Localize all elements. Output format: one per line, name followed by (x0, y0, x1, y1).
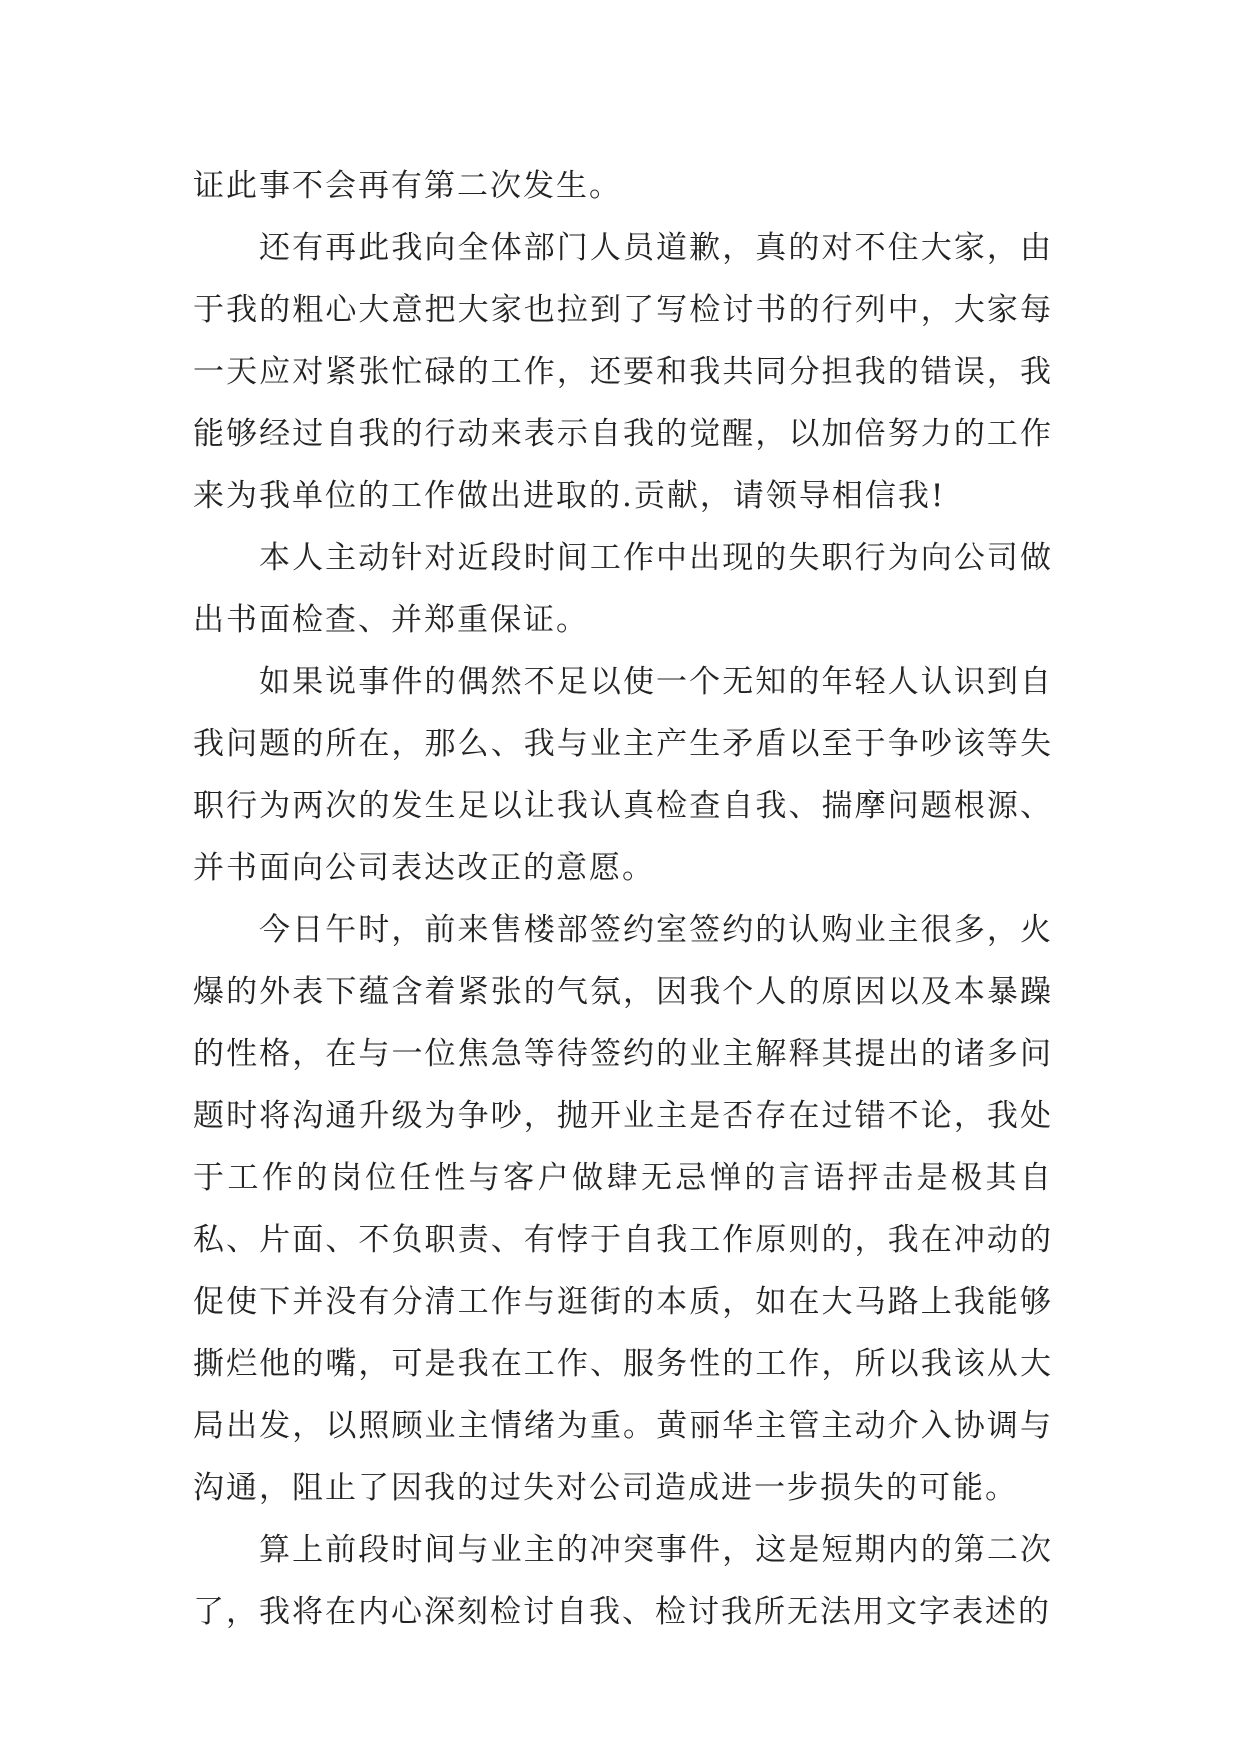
paragraph-incident: 今日午时，前来售楼部签约室签约的认购业主很多，火爆的外表下蕴含着紧张的气氛，因我个人的原因以及本暴躁的性格，在与一位焦急等待签约的业主解释其提出的诸多问题时将沟通升级为争吵，抛开业主是否存在过错不论，我处于工作的岗位任性与客户做肆无忌惮的言语抨击是极其自私、片面、不负职责、有悖于自我工作原则的，我在冲动的促使下并没有分清工作与逛街的本质，如在大马路上我能够撕烂他的嘴，可是我在工作、服务性的工作，所以我该从大局出发，以照顾业主情绪为重。黄丽华主管主动介入协调与沟通，阻止了因我的过失对公司造成进一步损失的可能。 (193, 912, 1053, 1506)
paragraph-reflection: 如果说事件的偶然不足以使一个无知的年轻人认识到自我问题的所在，那么、我与业主产生矛盾以至于争吵该等失职行为两次的发生足以让我认真检查自我、揣摩问题根源、并书面向公司表达改正的意愿。 (193, 664, 1053, 886)
document-body (193, 155, 1053, 1643)
paragraph-continuation: 证此事不会再有第二次发生。 (193, 168, 622, 204)
paragraph-second-conflict: 算上前段时间与业主的冲突事件，这是短期内的第二次了，我将在内心深刻检讨自我、检讨我所无法用文字表述的 (193, 1532, 1053, 1630)
paragraph-statement: 本人主动针对近段时间工作中出现的失职行为向公司做出书面检查、并郑重保证。 (193, 540, 1053, 638)
paragraph-apology: 还有再此我向全体部门人员道歉，真的对不住大家，由于我的粗心大意把大家也拉到了写检讨书的行列中，大家每一天应对紧张忙碌的工作，还要和我共同分担我的错误，我能够经过自我的行动来表示自我的觉醒，以加倍努力的工作来为我单位的工作做出进取的.贡献，请领导相信我! (193, 230, 1053, 514)
